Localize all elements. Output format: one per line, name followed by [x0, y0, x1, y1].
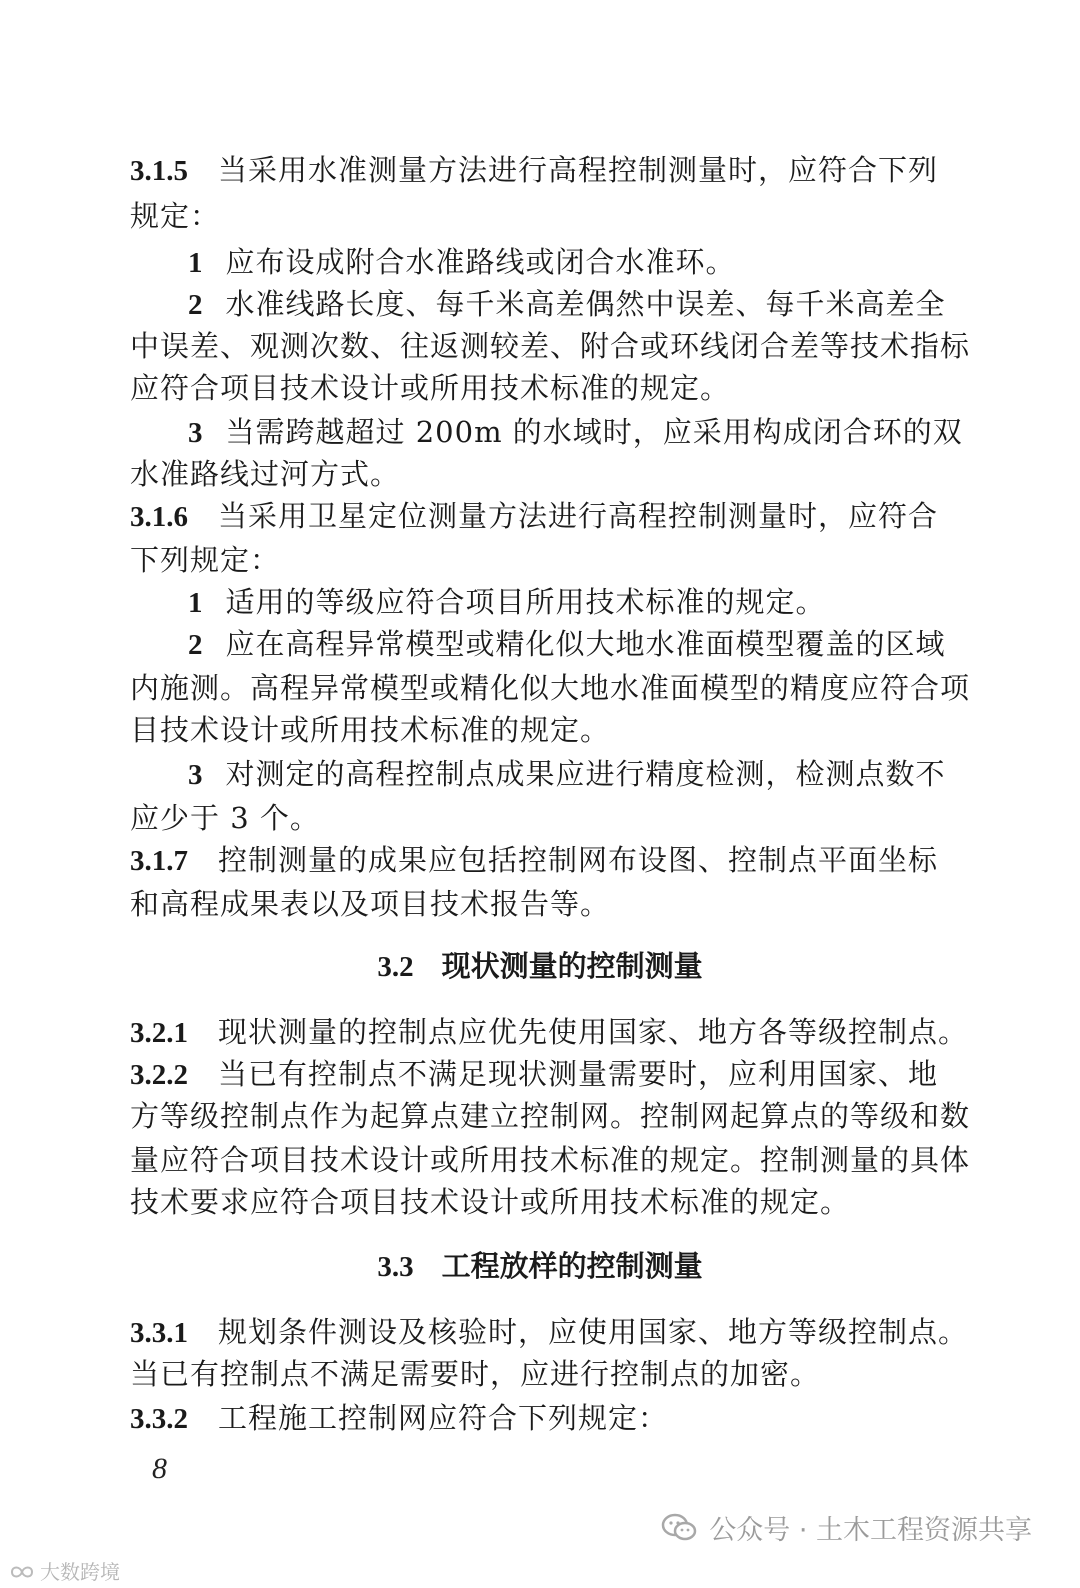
- text-line: [130, 326, 970, 366]
- text-line-content: 目技术设计或所用技术标准的规定。: [130, 713, 611, 747]
- text-line-content: 当已有控制点不满足需要时，应进行控制点的加密。: [130, 1357, 821, 1391]
- text-line-content: 应符合项目技术设计或所用技术标准的规定。: [130, 371, 731, 405]
- text-line-content: 方等级控制点作为起算点建立控制网。控制网起算点的等级和数: [130, 1099, 971, 1133]
- text-line: [130, 1096, 970, 1136]
- list-item: [188, 284, 946, 325]
- watermark-brand-text: 大数跨境: [40, 1560, 120, 1584]
- text-line-content: 技术要求应符合项目技术设计或所用技术标准的规定。: [130, 1185, 851, 1219]
- item-number: 3: [188, 417, 204, 449]
- clause-number: 3.2.1: [130, 1017, 188, 1049]
- clause-number: 3.3.1: [130, 1317, 188, 1349]
- section-heading-3-3: [0, 1246, 1080, 1287]
- text-line-content: 中误差、观测次数、往返测较差、附合或环线闭合差等技术指标: [130, 329, 971, 363]
- item-text: 水准线路长度、每千米高差偶然中误差、每千米高差全: [225, 287, 946, 321]
- text-line-content: 水准路线过河方式。: [130, 457, 401, 491]
- section-number: 3.2: [377, 951, 414, 983]
- clause-3-2-1: [130, 1012, 968, 1053]
- item-text: 应布设成附合水准路线或闭合水准环。: [225, 245, 736, 279]
- item-number: 1: [188, 587, 204, 619]
- text-line: [130, 884, 610, 924]
- text-line: [130, 196, 220, 236]
- text-line: [130, 668, 970, 708]
- text-line: [130, 710, 610, 750]
- clause-text: 工程施工控制网应符合下列规定：: [218, 1401, 669, 1435]
- section-number: 3.3: [377, 1251, 414, 1283]
- clause-number: 3.3.2: [130, 1403, 188, 1435]
- item-text: 应在高程异常模型或精化似大地水准面模型覆盖的区域: [225, 627, 946, 661]
- list-item: [188, 754, 946, 795]
- text-line-content: 和高程成果表以及项目技术报告等。: [130, 887, 611, 921]
- text-line-content: 量应符合项目技术设计或所用技术标准的规定。控制测量的具体: [130, 1143, 971, 1177]
- watermark-brand: [8, 1556, 120, 1585]
- clause-number: 3.1.5: [130, 155, 188, 187]
- list-item: [188, 242, 736, 283]
- section-title: 工程放样的控制测量: [441, 1249, 703, 1283]
- clause-text: 控制测量的成果应包括控制网布设图、控制点平面坐标: [218, 843, 939, 877]
- clause-3-1-6: [130, 496, 938, 537]
- list-item: [188, 624, 946, 665]
- section-heading-3-2: [0, 946, 1080, 987]
- watermark-text: 公众号 · 土木工程资源共享: [709, 1515, 1032, 1546]
- text-line: [130, 1182, 850, 1222]
- clause-3-1-5: [130, 150, 938, 191]
- text-line: [130, 1140, 970, 1180]
- item-number: 1: [188, 247, 204, 279]
- infinity-icon: [8, 1562, 36, 1580]
- clause-3-1-7: [130, 840, 938, 881]
- item-number: 2: [188, 629, 204, 661]
- text-line-content: 应少于 3 个。: [130, 801, 320, 835]
- clause-text: 当已有控制点不满足现状测量需要时，应利用国家、地: [218, 1057, 939, 1091]
- item-text: 适用的等级应符合项目所用技术标准的规定。: [225, 585, 826, 619]
- clause-text: 当采用水准测量方法进行高程控制测量时，应符合下列: [218, 153, 939, 187]
- list-item: [188, 412, 963, 453]
- text-line: [130, 798, 320, 838]
- text-line-content: 内施测。高程异常模型或精化似大地水准面模型的精度应符合项: [130, 671, 971, 705]
- clause-3-3-2: [130, 1398, 668, 1439]
- clause-number: 3.2.2: [130, 1059, 188, 1091]
- text-line-content: 下列规定：: [130, 543, 281, 577]
- clause-text: 当采用卫星定位测量方法进行高程控制测量时，应符合: [218, 499, 939, 533]
- watermark-wechat: [661, 1508, 1032, 1547]
- item-number: 2: [188, 289, 204, 321]
- list-item: [188, 582, 826, 623]
- item-text: 当需跨越超过 200m 的水域时，应采用构成闭合环的双: [225, 415, 963, 449]
- wechat-icon: [661, 1513, 697, 1543]
- item-text: 对测定的高程控制点成果应进行精度检测，检测点数不: [225, 757, 946, 791]
- text-line: [130, 368, 730, 408]
- clause-text: 规划条件测设及核验时，应使用国家、地方等级控制点。: [218, 1315, 969, 1349]
- text-line: [130, 540, 280, 580]
- clause-number: 3.1.7: [130, 845, 188, 877]
- clause-number: 3.1.6: [130, 501, 188, 533]
- clause-text: 现状测量的控制点应优先使用国家、地方各等级控制点。: [218, 1015, 969, 1049]
- text-line: [130, 454, 400, 494]
- text-line-content: 规定：: [130, 199, 221, 233]
- page-number: 8: [152, 1452, 167, 1485]
- text-line: [130, 1354, 820, 1394]
- clause-3-2-2: [130, 1054, 938, 1095]
- item-number: 3: [188, 759, 204, 791]
- section-title: 现状测量的控制测量: [441, 949, 703, 983]
- clause-3-3-1: [130, 1312, 968, 1353]
